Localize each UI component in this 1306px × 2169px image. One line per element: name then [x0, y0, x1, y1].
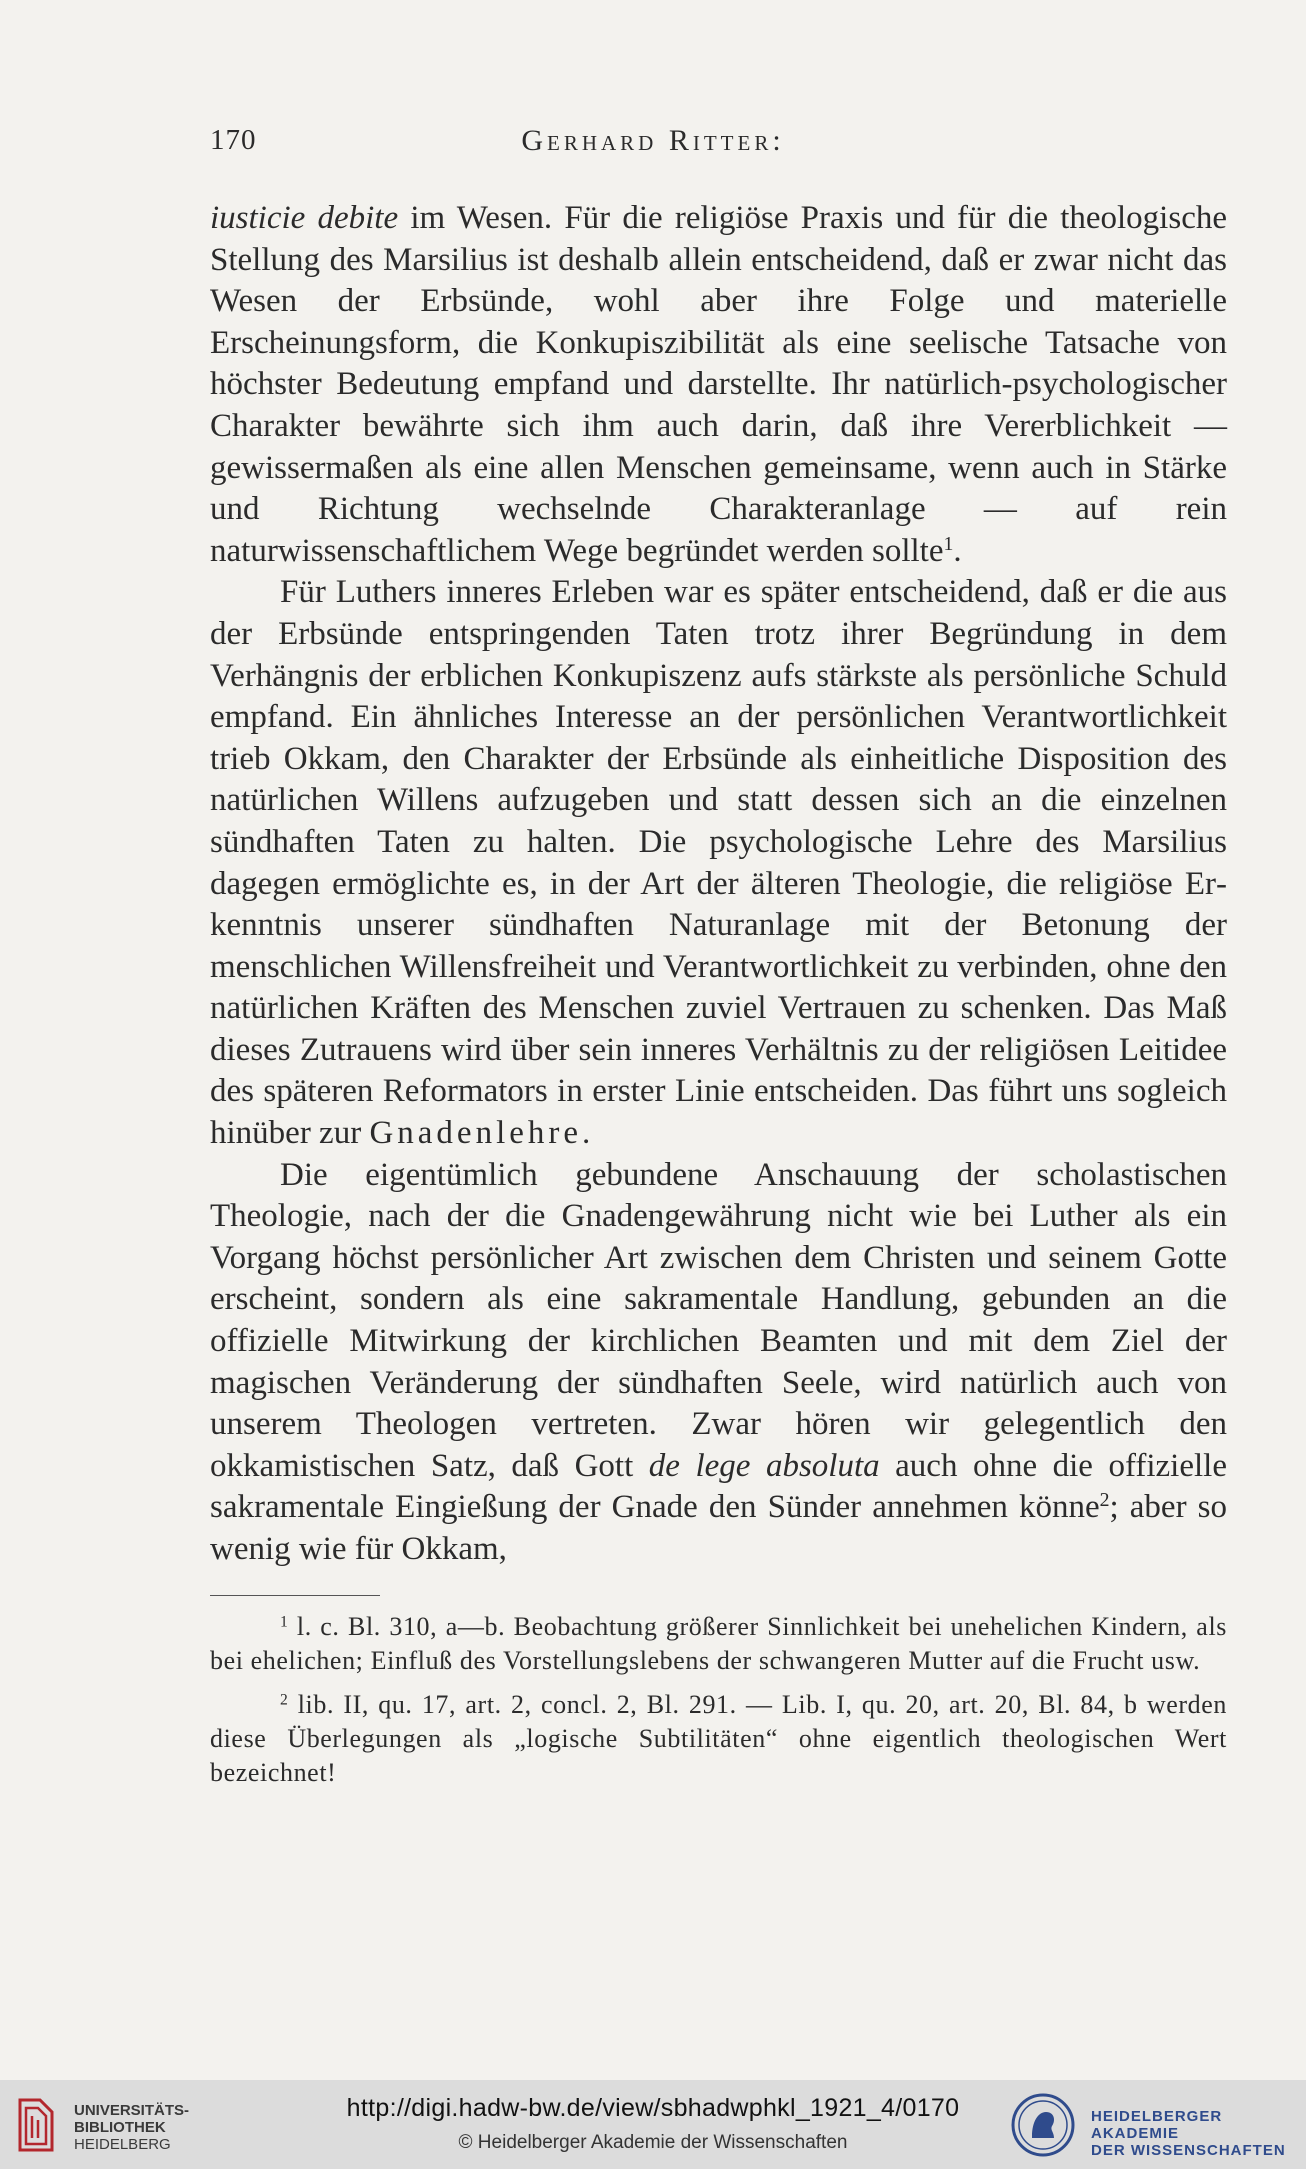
- academy-name-line: HEIDELBERGER AKADEMIE: [1091, 2108, 1223, 2142]
- academy-name-line: DER WISSENSCHAFTEN: [1091, 2142, 1286, 2159]
- footnote-1: [210, 1610, 1227, 1678]
- paragraph-text: Die eigentümlich gebundene Anschauung der scholastischen Theologie, nach der die Gnadengewährung nicht wie bei Luther als ein Vorgang höchst persönlicher Art zwischen dem Christen und seinem Gotte erscheint, sondern als eine sakramentale Handlung, gebunden an die offizielle Mitwirkung der kirchlichen Beamten und mit dem Ziel der magischen Veränderung der sündhaften Seele, wird natürlich auch von unserem Theologen vertreten. Zwar hören wir gelegentlich den okkamistischen Satz, daß Gott: [210, 1156, 1227, 1484]
- paragraph-2: [210, 572, 1227, 1154]
- permalink-url[interactable]: http://digi.hadw-bw.de/view/sbhadwphkl_1921_4/0170: [346, 2094, 960, 2122]
- footnote-rule: [210, 1595, 380, 1596]
- running-header: [210, 124, 1096, 164]
- footnote-text: l. c. Bl. 310, a—b. Beobachtung größerer Sinnlichkeit bei unehelichen Kindern, als bei ehelichen; Einfluß des Vorstellungslebens der schwangeren Mutter auf die Frucht usw.: [210, 1611, 1227, 1675]
- paragraph-text: auch ohne die offizielle sakramentale Eingießung der Gnade den Sünder annehmen könne: [210, 1447, 1227, 1526]
- latin-phrase: iusticie debite: [210, 200, 399, 236]
- latin-phrase: de lege absoluta: [648, 1447, 880, 1484]
- copyright-notice: © Heidelberger Akademie der Wissenschaften: [458, 2132, 848, 2153]
- viewer-footer: [0, 2080, 1306, 2169]
- footnote-mark: 2: [280, 1691, 289, 1709]
- library-name-line: BIBLIOTHEK: [74, 2119, 166, 2136]
- paragraph-text: Für Luthers inneres Erleben war es später entscheidend, daß er die aus der Erbsünde entspringenden Taten trotz ihrer Begründung in dem Verhängnis der erblichen Konkupiszenz aufs stärkste als persönliche Schuld empfand. Ein ähnliches Interesse an der persönlichen Verantwortlichkeit trieb Okkam, den Charakter der Erbsünde als einheitliche Disposition des natürlichen Willens aufzugeben und statt dessen sich an die einzelnen sündhaften Taten zu halten. Die psychologische Lehre des Marsilius dagegen ermöglichte es, in der Art der älteren Theologie, die religiöse Erkenntnis unserer sündhaften Naturanlage mit der Betonung der menschlichen Willensfreiheit und Verantwortlichkeit zu verbinden, ohne den natürlichen Kräften des Menschen zuviel Vertrauen zu schenken. Das Maß dieses Zutrauens wird über sein inneres Verhältnis zu der religiösen Leitidee des späteren Reformators in erster Linie entscheiden. Das führt uns sogleich hinüber zur: [210, 574, 1227, 1152]
- footnote-mark: 1: [280, 1613, 289, 1631]
- spaced-emphasis: Gnadenlehre: [369, 1115, 583, 1152]
- academy-seal-icon[interactable]: [1010, 2092, 1076, 2158]
- running-title: Gerhard Ritter:: [521, 124, 785, 157]
- library-name-line: HEIDELBERG: [74, 2136, 171, 2153]
- footnote-ref-1[interactable]: 1: [943, 532, 954, 555]
- paragraph-text: ; aber so wenig wie für Okkam,: [210, 1489, 1228, 1567]
- paragraph-3: [210, 1155, 1227, 1571]
- paragraph-text: .: [582, 1115, 591, 1152]
- library-name-line: UNIVERSITÄTS-: [74, 2102, 190, 2119]
- paragraph-1: [210, 198, 1227, 572]
- footnote-ref-2[interactable]: 2: [1099, 1489, 1110, 1512]
- academy-name[interactable]: [1091, 2108, 1306, 2159]
- paragraph-text: im Wesen. Für die religiöse Praxis und für die theologische Stellung des Marsilius ist deshalb allein entscheidend, daß er zwar nicht das Wesen der Erbsünde, wohl aber ihre Folge und materielle Erscheinungsform, die Konkupiszibilität als eine seelische Tatsache von höchster Bedeutung empfand und darstellte. Ihr natürlich-psychologischer Charakter bewährte sich ihm auch darin, daß ihre Vererblichkeit — gewissermaßen als eine allen Menschen gemeinsame, wenn auch in Stärke und Richtung wechselnde Charakteranlage — auf rein naturwissenschaftlichem Wege begründet werden sollte: [210, 200, 1227, 569]
- main-text: [210, 198, 1227, 1790]
- page-number: 170: [210, 124, 257, 156]
- footnote-text: lib. II, qu. 17, art. 2, concl. 2, Bl. 291. — Lib. I, qu. 20, art. 20, Bl. 84, b werden diese Überlegungen als „logische Subtilitäten“ ohne eigentlich theologischen Wert bezeichnet!: [210, 1689, 1227, 1787]
- footnote-2: [210, 1688, 1227, 1790]
- paragraph-text: .: [953, 532, 962, 569]
